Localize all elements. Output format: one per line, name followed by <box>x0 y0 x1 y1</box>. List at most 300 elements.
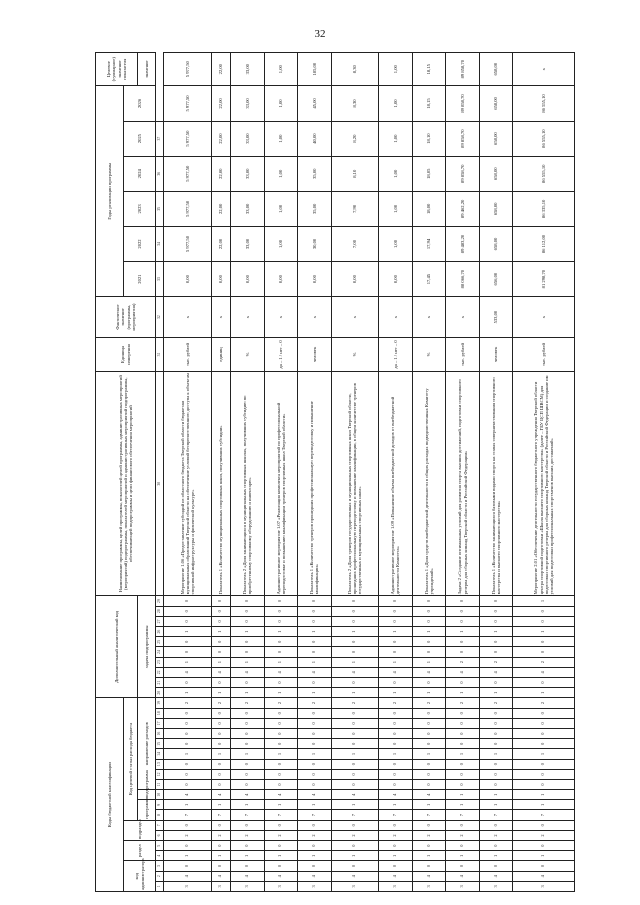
code-digit: 0 <box>298 841 332 851</box>
page-number: 32 <box>314 28 326 40</box>
code-digit: 0 <box>231 841 265 851</box>
code-digit: 0 <box>379 739 413 749</box>
code-digit: 1 <box>264 800 298 810</box>
row-year-value: 86 335,10 <box>513 191 575 226</box>
row-unit: человек <box>298 337 332 371</box>
row-year-value: 33,00 <box>231 86 265 121</box>
code-digit: 1 <box>479 688 513 698</box>
code-digit: 0 <box>513 677 575 687</box>
code-digit: 4 <box>412 667 446 677</box>
code-digit: 0 <box>331 861 379 871</box>
code-digit: 1 <box>479 627 513 637</box>
row-fact: 533,00 <box>479 297 513 338</box>
code-digit: 1 <box>479 851 513 861</box>
header-year: 2026 <box>124 86 156 121</box>
code-digit: 0 <box>331 677 379 687</box>
row-fact: х <box>231 297 265 338</box>
code-digit: 0 <box>446 606 480 616</box>
code-digit: 1 <box>211 688 230 698</box>
code-digit: 0 <box>479 820 513 830</box>
row-year-value: 0,00 <box>231 262 265 297</box>
column-number: 6 <box>156 830 164 840</box>
row-year-value: 8,10 <box>331 156 379 191</box>
code-digit: 0 <box>379 647 413 657</box>
row-year-value: 18,00 <box>412 191 446 226</box>
column-number: 21 <box>156 677 164 687</box>
code-digit: 0 <box>379 769 413 779</box>
row-name: Показатель 1 «Количество муниципальных спортивных школ, получивших субсидии» <box>211 371 230 595</box>
row-target: 8,30 <box>331 53 379 86</box>
column-number: 7 <box>156 820 164 830</box>
table-row <box>298 53 332 892</box>
code-digit: 1 <box>211 627 230 637</box>
code-digit: 7 <box>412 810 446 820</box>
code-digit: 4 <box>331 790 379 800</box>
row-year-value: 658,00 <box>479 156 513 191</box>
row-year-value: 1,00 <box>379 121 413 156</box>
row-year-value: 45,00 <box>298 86 332 121</box>
row-target: 33,00 <box>231 53 265 86</box>
row-target: х <box>513 53 575 86</box>
row-year-value: 658,00 <box>479 226 513 261</box>
code-digit: 1 <box>412 800 446 810</box>
code-digit: 7 <box>264 810 298 820</box>
code-digit: 0 <box>211 677 230 687</box>
code-digit: 1 <box>446 749 480 759</box>
column-number: 8 <box>156 810 164 820</box>
code-digit: 0 <box>379 820 413 830</box>
code-digit: 4 <box>211 667 230 677</box>
row-year-value: 0,00 <box>331 262 379 297</box>
code-digit: 0 <box>231 718 265 728</box>
code-digit: 4 <box>298 667 332 677</box>
code-digit: 0 <box>379 606 413 616</box>
column-number: 24 <box>156 647 164 657</box>
code-digit: 3 <box>231 881 265 891</box>
header-target-group: задача подпрограммы <box>138 596 156 698</box>
row-year-value: 18,10 <box>412 121 446 156</box>
code-digit: 2 <box>298 830 332 840</box>
code-digit: 4 <box>331 667 379 677</box>
row-year-value: 40,00 <box>298 121 332 156</box>
code-digit: 1 <box>479 800 513 810</box>
table-row <box>164 53 212 892</box>
code-digit: 0 <box>331 779 379 789</box>
code-digit: 0 <box>446 647 480 657</box>
code-digit: 1 <box>331 800 379 810</box>
row-target: 22,00 <box>211 53 230 86</box>
code-digit: 0 <box>412 708 446 718</box>
code-digit: 0 <box>513 647 575 657</box>
row-year-value: 1,00 <box>264 156 298 191</box>
code-digit: 1 <box>231 657 265 667</box>
column-number: 5 <box>156 841 164 851</box>
header-year: 2021 <box>124 262 156 297</box>
code-digit: 1 <box>298 657 332 667</box>
row-year-value: 0,00 <box>211 262 230 297</box>
code-digit: 1 <box>479 749 513 759</box>
code-digit: 3 <box>379 881 413 891</box>
code-digit: 0 <box>331 637 379 647</box>
row-year-value: 658,00 <box>479 86 513 121</box>
header-fact: Фактическое значение (программы, мероприятия) <box>96 297 156 338</box>
code-digit: 0 <box>412 769 446 779</box>
row-name: Задача 2 «Создание оптимальных условий для развития спорта высших достижений, подготовки спортивного резерва для сборных команд Тверской области и Российской Федерации» <box>446 371 480 595</box>
code-digit: 4 <box>264 871 298 881</box>
row-fact: х <box>513 297 575 338</box>
code-digit: 1 <box>412 851 446 861</box>
code-digit: 1 <box>164 749 212 759</box>
code-digit: 0 <box>379 708 413 718</box>
code-digit: 1 <box>231 749 265 759</box>
code-digit: 0 <box>164 616 212 626</box>
code-digit: 0 <box>211 647 230 657</box>
code-digit: 0 <box>298 708 332 718</box>
code-digit: 4 <box>164 871 212 881</box>
code-digit: 0 <box>446 739 480 749</box>
code-digit: 0 <box>231 759 265 769</box>
code-digit: 2 <box>211 830 230 840</box>
column-number: 9 <box>156 800 164 810</box>
row-year-value: 89 483,20 <box>446 226 480 261</box>
column-number: 27 <box>156 616 164 626</box>
row-unit: тыс. рублей <box>513 337 575 371</box>
code-digit: 0 <box>164 739 212 749</box>
column-number: 36 <box>156 156 164 191</box>
code-digit: 0 <box>264 647 298 657</box>
code-digit: 0 <box>264 820 298 830</box>
code-digit: 0 <box>264 718 298 728</box>
row-target: 1,00 <box>379 53 413 86</box>
row-year-value: 86 555,10 <box>513 86 575 121</box>
row-year-value: 658,00 <box>479 121 513 156</box>
code-digit: 1 <box>446 790 480 800</box>
code-digit: 4 <box>264 790 298 800</box>
code-digit: 0 <box>379 729 413 739</box>
code-digit: 4 <box>164 667 212 677</box>
column-number: 19 <box>156 698 164 708</box>
row-year-value: 8,30 <box>331 86 379 121</box>
code-digit: 0 <box>164 769 212 779</box>
table-header <box>96 53 164 892</box>
row-fact: х <box>331 297 379 338</box>
code-digit: 0 <box>164 677 212 687</box>
code-digit: 0 <box>513 769 575 779</box>
code-digit: 0 <box>231 616 265 626</box>
header-unit: Единица измерения <box>96 337 156 371</box>
code-digit: 0 <box>298 861 332 871</box>
row-year-value: 22,00 <box>211 226 230 261</box>
code-digit: 2 <box>164 830 212 840</box>
code-digit: 1 <box>446 627 480 637</box>
code-digit: 0 <box>211 718 230 728</box>
code-digit: 0 <box>412 729 446 739</box>
row-target: 5 977,50 <box>164 53 212 86</box>
code-digit: 0 <box>231 606 265 616</box>
row-year-value: 89 858,70 <box>446 156 480 191</box>
code-digit: 4 <box>231 790 265 800</box>
code-digit: 0 <box>298 616 332 626</box>
code-digit: 0 <box>298 647 332 657</box>
column-number: 25 <box>156 637 164 647</box>
code-digit: 0 <box>479 647 513 657</box>
code-digit: 1 <box>412 627 446 637</box>
code-digit: 1 <box>513 800 575 810</box>
code-digit: 0 <box>412 596 446 606</box>
header-code-target: Код целевой статьи расхода бюджета <box>124 698 138 820</box>
code-digit: 0 <box>264 637 298 647</box>
code-digit: 1 <box>412 657 446 667</box>
code-digit: 0 <box>513 841 575 851</box>
code-digit: 7 <box>446 810 480 820</box>
code-digit: 0 <box>513 820 575 830</box>
row-year-value: 658,00 <box>479 191 513 226</box>
row-fact: х <box>446 297 480 338</box>
code-digit: 1 <box>331 749 379 759</box>
code-digit: 7 <box>231 810 265 820</box>
code-digit: 0 <box>164 759 212 769</box>
code-digit: 0 <box>211 769 230 779</box>
row-name: Показатель 2 «Доля тренеров государственных и муниципальных спортивных школ Тверской области, прошедших профессиональную переподготовку и повышение квалификации, в общем количестве тренеров государственных и муниципальных спортивных школ» <box>331 371 379 595</box>
code-digit: 0 <box>211 779 230 789</box>
code-digit: 7 <box>379 810 413 820</box>
code-digit: 1 <box>264 688 298 698</box>
code-digit: 1 <box>513 596 575 606</box>
code-digit: 3 <box>211 881 230 891</box>
header-year: 2022 <box>124 226 156 261</box>
column-number: 29 <box>156 596 164 606</box>
code-digit: 0 <box>379 759 413 769</box>
code-digit: 2 <box>513 657 575 667</box>
row-year-value: 0,00 <box>379 262 413 297</box>
row-year-value: 7,90 <box>331 191 379 226</box>
code-digit: 0 <box>264 596 298 606</box>
code-digit: 1 <box>231 851 265 861</box>
row-name: Административное мероприятие 1.07 «Реализация комплекса мероприятий по профессиональной переподготовке и повышению квалификации тренеров спортивных школ Тверской области» <box>264 371 298 595</box>
code-digit: 4 <box>513 667 575 677</box>
row-name: Мероприятие 2.01 «Обеспечение деятельности государственного бюджетного учреждения Тверской области центра спортивной подготовки «Школа высшего спортивного мастерства» (далее – ГБУ ЦСП ШВСМ) для подготовки спортивного резерва для сборных команд Тверской области и Российской Федерации и создание им условий для подготовки профессиональных спортсменов высших достижений» <box>513 371 575 595</box>
code-digit: 7 <box>298 810 332 820</box>
code-digit: 0 <box>479 769 513 779</box>
code-digit: 1 <box>331 688 379 698</box>
row-name: Показатель 2 «Доля занимающихся в муниципальных спортивных школах, получивших субсидию по приобретенному спортивному оборудованию и инвентарю» <box>231 371 265 595</box>
row-year-value: 17,94 <box>412 226 446 261</box>
code-digit: 4 <box>331 871 379 881</box>
code-digit: 4 <box>379 790 413 800</box>
code-digit: 0 <box>513 616 575 626</box>
row-unit: единиц <box>211 337 230 371</box>
code-digit: 0 <box>479 677 513 687</box>
code-digit: 4 <box>211 871 230 881</box>
row-year-value: 1,00 <box>379 226 413 261</box>
header-year: 2025 <box>124 121 156 156</box>
code-digit: 3 <box>479 881 513 891</box>
row-year-value: 86 555,10 <box>513 156 575 191</box>
header-podrazdel: подраздел <box>124 820 156 840</box>
code-digit: 0 <box>164 861 212 871</box>
code-digit: 4 <box>231 667 265 677</box>
column-number: 1 <box>156 881 164 891</box>
row-year-value: 22,00 <box>211 86 230 121</box>
code-digit: 0 <box>479 841 513 851</box>
row-fact: х <box>264 297 298 338</box>
code-digit: 1 <box>231 688 265 698</box>
code-digit: 0 <box>412 647 446 657</box>
row-year-value: 8,20 <box>331 121 379 156</box>
code-digit: 4 <box>379 667 413 677</box>
code-digit: 0 <box>412 606 446 616</box>
column-number: 17 <box>156 718 164 728</box>
code-digit: 0 <box>264 779 298 789</box>
code-digit: 0 <box>331 616 379 626</box>
code-digit: 0 <box>211 820 230 830</box>
row-name: Показатель 1 «Количество тренеров прошедших профессиональную переподготовку и повышение квалификации» <box>298 371 332 595</box>
code-digit: 0 <box>211 739 230 749</box>
code-digit: 0 <box>479 779 513 789</box>
column-number: 31 <box>156 337 164 371</box>
code-digit: 2 <box>446 698 480 708</box>
code-digit: 0 <box>379 637 413 647</box>
code-digit: 2 <box>231 830 265 840</box>
code-digit: 0 <box>298 596 332 606</box>
code-digit: 0 <box>513 606 575 616</box>
code-digit: 0 <box>379 596 413 606</box>
code-digit: 2 <box>298 698 332 708</box>
code-digit: 3 <box>412 881 446 891</box>
code-digit: 0 <box>211 759 230 769</box>
code-digit: 1 <box>231 800 265 810</box>
row-year-value: 1,00 <box>264 226 298 261</box>
code-digit: 0 <box>479 729 513 739</box>
row-year-value: 1,00 <box>379 86 413 121</box>
code-digit: 0 <box>513 718 575 728</box>
code-digit: 1 <box>231 627 265 637</box>
code-digit: 0 <box>164 647 212 657</box>
column-number: 12 <box>156 769 164 779</box>
header-year: 2023 <box>124 191 156 226</box>
code-digit: 4 <box>298 790 332 800</box>
code-digit: 0 <box>513 779 575 789</box>
code-digit: 0 <box>298 759 332 769</box>
code-digit: 0 <box>231 647 265 657</box>
code-digit: 0 <box>264 606 298 616</box>
code-digit: 2 <box>264 830 298 840</box>
code-digit: 0 <box>231 769 265 779</box>
code-digit: 7 <box>513 810 575 820</box>
row-fact: х <box>164 297 212 338</box>
header-admin: код администратора <box>124 861 156 892</box>
row-name: Административное мероприятие 1.09 «Повышение объема внебюджетной доходов от внебюджетной деятельности Комитета» <box>379 371 413 595</box>
code-digit: 1 <box>298 800 332 810</box>
code-digit: 0 <box>446 841 480 851</box>
table-row <box>379 53 413 892</box>
code-digit: 1 <box>264 851 298 861</box>
code-digit: 1 <box>164 851 212 861</box>
code-digit: 0 <box>412 637 446 647</box>
row-year-value: 81 298,70 <box>513 262 575 297</box>
code-digit: 4 <box>446 871 480 881</box>
row-fact: х <box>379 297 413 338</box>
code-digit: 0 <box>331 841 379 851</box>
row-unit: да – 1 / нет – 0 <box>264 337 298 371</box>
code-digit: 2 <box>379 698 413 708</box>
table-row <box>446 53 480 892</box>
code-digit: 1 <box>513 627 575 637</box>
code-digit: 0 <box>231 708 265 718</box>
code-digit: 0 <box>264 739 298 749</box>
column-number: 4 <box>156 851 164 861</box>
code-digit: 0 <box>379 677 413 687</box>
column-number: 2 <box>156 871 164 881</box>
code-digit: 0 <box>298 677 332 687</box>
code-digit: 4 <box>412 871 446 881</box>
code-digit: 1 <box>264 627 298 637</box>
code-digit: 0 <box>164 637 212 647</box>
code-digit: 0 <box>513 708 575 718</box>
code-digit: 0 <box>164 718 212 728</box>
code-digit: 0 <box>298 718 332 728</box>
row-unit: тыс. рублей <box>446 337 480 371</box>
code-digit: 1 <box>379 851 413 861</box>
code-digit: 0 <box>231 729 265 739</box>
program-table <box>95 52 575 892</box>
code-digit: 0 <box>412 841 446 851</box>
table-row <box>331 53 379 892</box>
table-row <box>211 53 230 892</box>
row-year-value: 0,00 <box>298 262 332 297</box>
column-number: 30 <box>156 371 164 595</box>
code-digit: 1 <box>513 851 575 861</box>
code-digit: 0 <box>211 596 230 606</box>
row-year-value: 35,00 <box>298 191 332 226</box>
code-digit: 0 <box>264 759 298 769</box>
code-digit: 0 <box>412 718 446 728</box>
row-year-value: 5 977,50 <box>164 191 212 226</box>
code-digit: 0 <box>479 616 513 626</box>
code-digit: 0 <box>331 596 379 606</box>
code-digit: 0 <box>446 769 480 779</box>
header-direction: направление расходов <box>138 698 156 790</box>
code-digit: 0 <box>513 861 575 871</box>
code-digit: 0 <box>164 729 212 739</box>
code-digit: 1 <box>446 851 480 861</box>
code-digit: 0 <box>231 861 265 871</box>
code-digit: 0 <box>412 677 446 687</box>
row-year-value: 656,00 <box>479 262 513 297</box>
code-digit: 0 <box>231 677 265 687</box>
header-program-name: Наименование программы, целей программы, показателей целей программы, административных мероприятий (мероприятий) подпрограммы, показателей мероприятий и административных мероприятий подпрограммы, обеспечивающей подпрограммы и цели финансового обеспечения мероприятий <box>96 371 156 595</box>
row-year-value: 89 858,70 <box>446 121 480 156</box>
code-digit: 2 <box>264 698 298 708</box>
code-digit: 0 <box>298 637 332 647</box>
code-digit: 7 <box>331 810 379 820</box>
code-digit: 0 <box>479 739 513 749</box>
code-digit: 0 <box>164 606 212 616</box>
code-digit: 2 <box>412 830 446 840</box>
code-digit: 2 <box>479 830 513 840</box>
code-digit: 0 <box>479 708 513 718</box>
code-digit: 1 <box>379 800 413 810</box>
code-digit: 4 <box>211 790 230 800</box>
row-name: Мероприятие 1.06 «Предоставление субсидий из областного бюджета Тверской области бюджетам муниципальных образований Тверской области на обеспечение условий беспрепятственного доступа к объектам спортивной инфраструктуры и физической культуре» <box>164 371 212 595</box>
column-number: 18 <box>156 708 164 718</box>
code-digit: 0 <box>331 769 379 779</box>
row-unit: % <box>231 337 265 371</box>
table-row <box>513 53 575 892</box>
code-digit: 2 <box>479 657 513 667</box>
code-digit: 2 <box>479 698 513 708</box>
code-digit: 0 <box>264 677 298 687</box>
